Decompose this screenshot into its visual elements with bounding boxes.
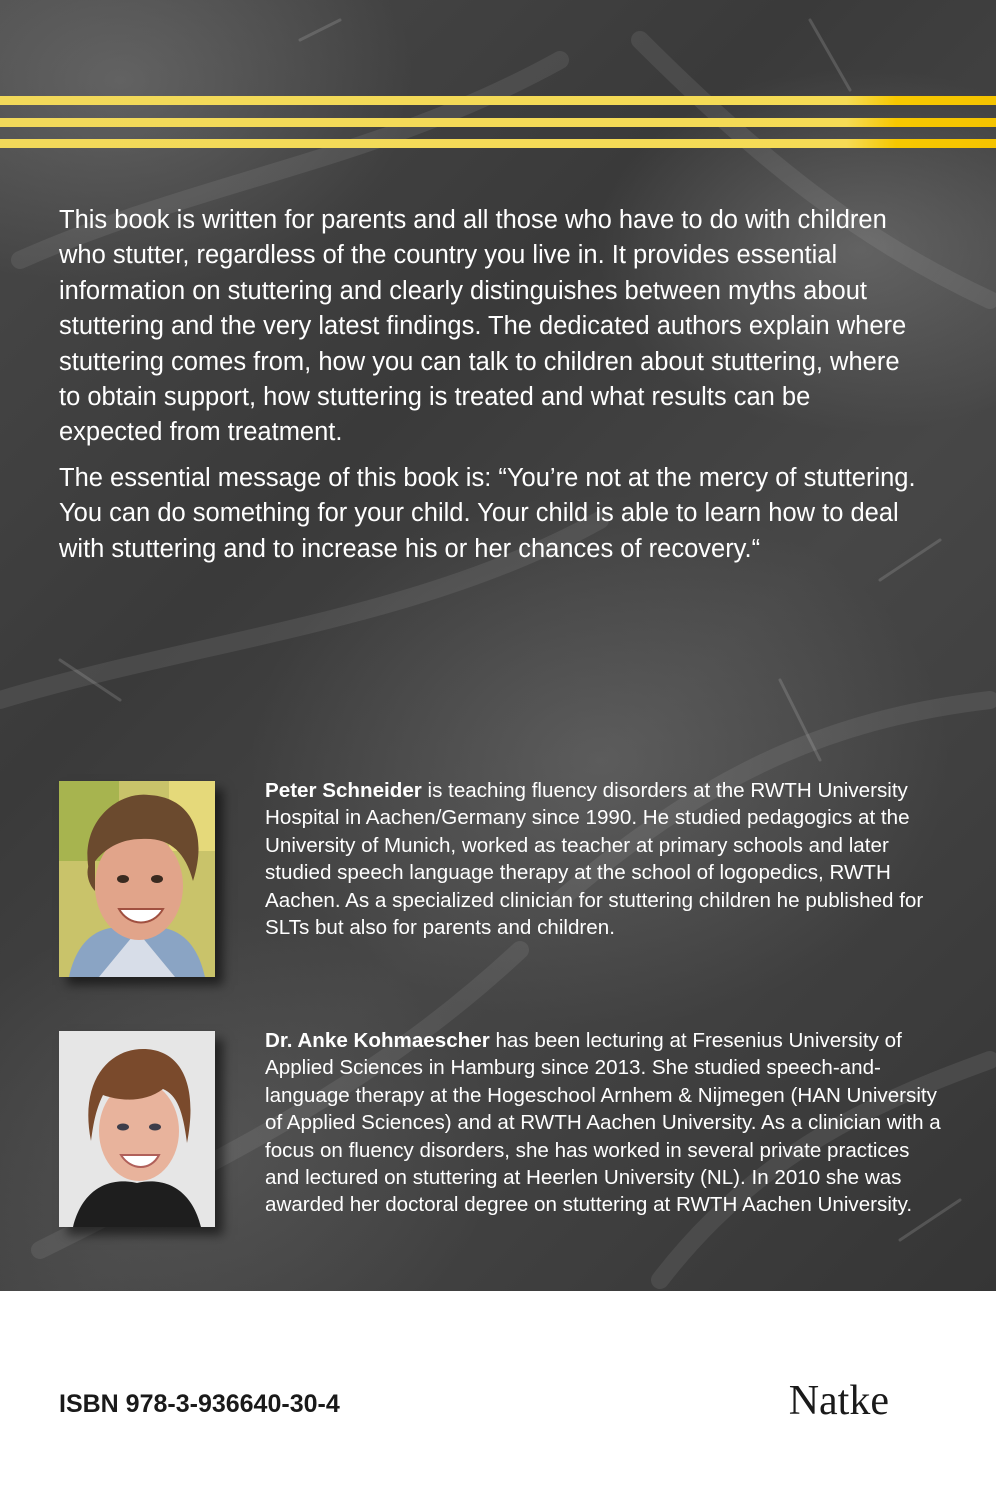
author-bio-anke-kohmaescher bbox=[265, 1027, 945, 1219]
yellow-stripes bbox=[0, 0, 996, 160]
description-paragraph-1: This book is written for parents and all those who have to do with children who stutter, regardless of the country you live in. It provides essential information on stuttering and clearly distinguishes between myths about stuttering and the very latest findings. The dedicated authors explain where stuttering comes from, how you can talk to children about stuttering, where to obtain support, how stuttering is treated and what results can be expected from treatment. bbox=[59, 206, 907, 447]
author-photo-anke-kohmaescher bbox=[59, 1031, 215, 1227]
author-name: Peter Schneider bbox=[265, 779, 422, 802]
isbn-number: ISBN 978-3-936640-30-4 bbox=[59, 1390, 340, 1418]
author-name: Dr. Anke Kohmaescher bbox=[265, 1029, 490, 1052]
book-description bbox=[59, 203, 919, 577]
author-bio-text: has been lecturing at Fresenius University of Applied Sciences in Hamburg since 2013. She studied speech-and-language therapy at the Hogeschool Arnhem & Nijmegen (HAN University of Applied Sciences) and at RWTH Aachen University. As a clinician with a focus on fluency disorders, she has worked in several private practices and lectured on stuttering at Heerlen University (NL). In 2010 she was awarded her doctoral degree on stuttering at RWTH Aachen University. bbox=[265, 1029, 941, 1217]
portrait-woman-icon bbox=[59, 1031, 215, 1227]
author-bio-peter-schneider bbox=[265, 777, 945, 941]
author-photo-peter-schneider bbox=[59, 781, 215, 977]
portrait-man-icon bbox=[59, 781, 215, 977]
author-bio-text: is teaching fluency disorders at the RWTH University Hospital in Aachen/Germany since 1990. He studied pedagogics at the University of Munich, worked as teacher at primary schools and later studied speech language therapy at the school of logopedics, RWTH Aachen. As a specialized clinician for stuttering children he published for SLTs but also for parents and children. bbox=[265, 779, 924, 940]
description-paragraph-2: The essential message of this book is: “You’re not at the mercy of stuttering. You can do something for your child. Your child is able to learn how to deal with stuttering and to increase his or her chances of recovery.“ bbox=[59, 463, 916, 563]
stripe-middle bbox=[0, 118, 996, 127]
stripe-bottom bbox=[0, 139, 996, 148]
stripe-top bbox=[0, 96, 996, 105]
publisher-logo: Natke bbox=[788, 1378, 889, 1424]
